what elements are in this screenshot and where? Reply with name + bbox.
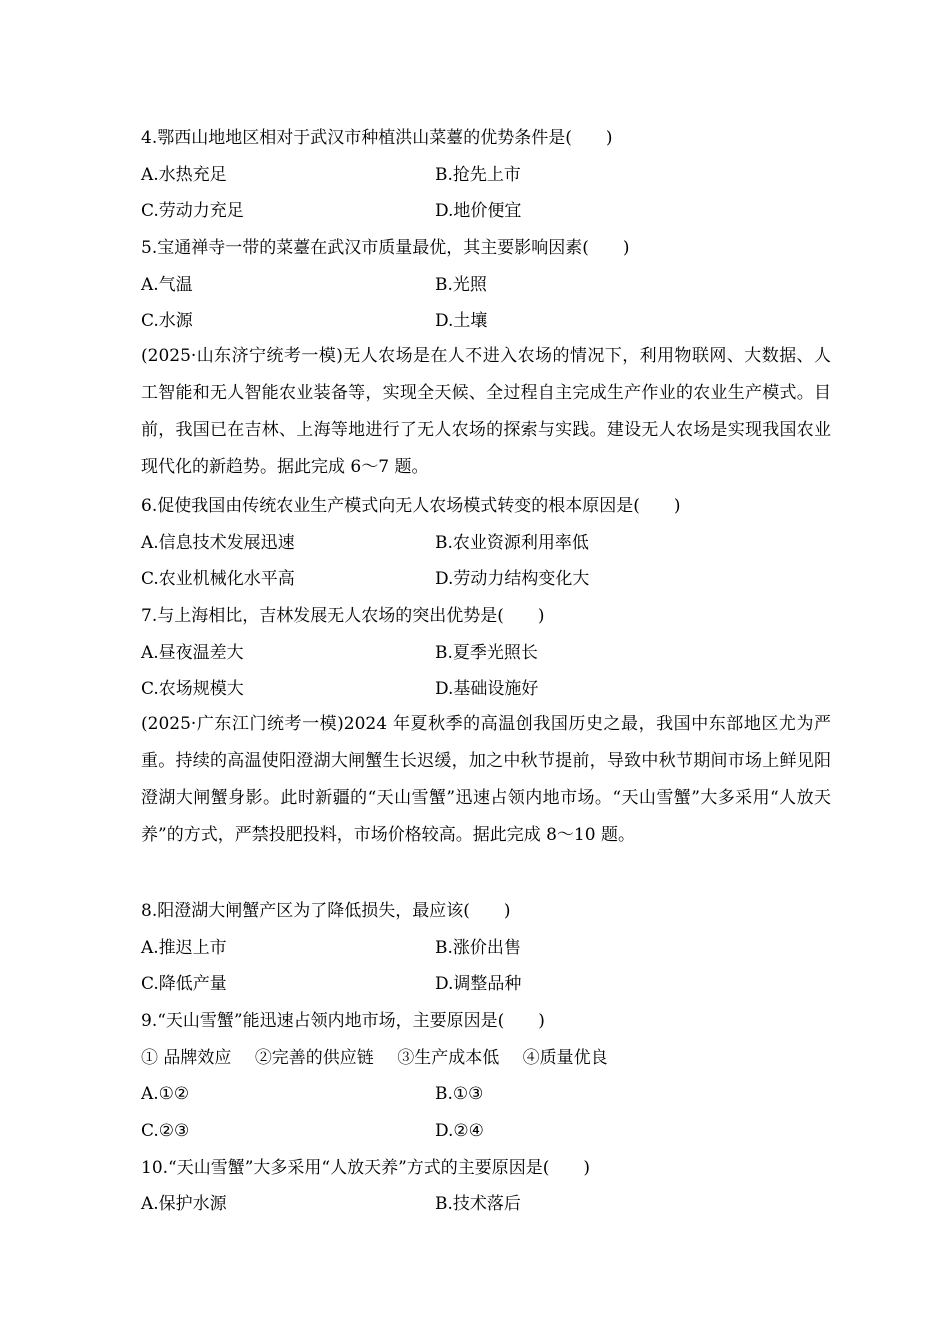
question-5-options-row-1 xyxy=(141,273,831,297)
option-d: D.基础设施好 xyxy=(435,679,539,699)
question-9-stem: 9.“天山雪蟹”能迅速占领内地市场，主要原因是( ) xyxy=(141,1011,545,1031)
option-c: C.降低产量 xyxy=(141,974,227,994)
question-9-options-row-2 xyxy=(141,1119,831,1143)
item-4: ④质量优良 xyxy=(522,1048,608,1068)
option-a: A.气温 xyxy=(141,275,193,295)
option-b: B.技术落后 xyxy=(435,1194,521,1214)
option-b: B.抢先上市 xyxy=(435,165,521,185)
question-8-options-row-1 xyxy=(141,936,831,960)
question-4-stem: 4.鄂西山地地区相对于武汉市种植洪山菜薹的优势条件是( ) xyxy=(141,128,613,148)
question-7-options-row-2 xyxy=(141,677,831,701)
option-c: C.农业机械化水平高 xyxy=(141,569,295,589)
question-10-stem: 10.“天山雪蟹”大多采用“人放天养”方式的主要原因是( ) xyxy=(141,1158,591,1178)
option-c: C.②③ xyxy=(141,1121,190,1141)
question-9-items xyxy=(141,1046,626,1070)
option-d: D.劳动力结构变化大 xyxy=(435,569,590,589)
option-a: A.推迟上市 xyxy=(141,938,227,958)
material-passage-2: (2025·广东江门统考一模)2024 年夏秋季的高温创我国历史之最，我国中东部地区尤为严重。持续的高温使阳澄湖大闸蟹生长迟缓，加之中秋节提前，导致中秋节期间市场上鲜见阳澄湖大闸蟹身影。此时新疆的“天山雪蟹”迅速占领内地市场。“天山雪蟹”大多采用“人放天养”的方式，严禁投肥投料，市场价格较高。据此完成 8～10 题。 xyxy=(141,714,831,845)
option-a: A.信息技术发展迅速 xyxy=(141,533,295,553)
option-c: C.农场规模大 xyxy=(141,679,244,699)
question-4-options-row-1 xyxy=(141,163,831,187)
option-c: C.劳动力充足 xyxy=(141,201,244,221)
option-b: B.光照 xyxy=(435,275,487,295)
question-6-options-row-2 xyxy=(141,567,831,591)
question-9-options-row-1 xyxy=(141,1082,831,1106)
question-5-stem: 5.宝通禅寺一带的菜薹在武汉市质量最优，其主要影响因素( ) xyxy=(141,238,630,258)
option-d: D.②④ xyxy=(435,1121,484,1141)
material-passage-1: (2025·山东济宁统考一模)无人农场是在人不进入农场的情况下，利用物联网、大数据、人工智能和无人智能农业装备等，实现全天候、全过程自主完成生产作业的农业生产模式。目前，我国已在吉林、上海等地进行了无人农场的探索与实践。建设无人农场是实现我国农业现代化的新趋势。据此完成 6～7 题。 xyxy=(141,346,831,477)
question-8-stem: 8.阳澄湖大闸蟹产区为了降低损失，最应该( ) xyxy=(141,901,511,921)
option-a: A.①② xyxy=(141,1084,190,1104)
question-6-stem: 6.促使我国由传统农业生产模式向无人农场模式转变的根本原因是( ) xyxy=(141,496,681,516)
item-1: ① 品牌效应 xyxy=(141,1048,232,1068)
question-8-options-row-2 xyxy=(141,972,831,996)
question-4-options-row-2 xyxy=(141,199,831,223)
item-2: ②完善的供应链 xyxy=(254,1048,374,1068)
item-3: ③生产成本低 xyxy=(397,1048,500,1068)
option-d: D.土壤 xyxy=(435,311,488,331)
option-b: B.涨价出售 xyxy=(435,938,521,958)
option-b: B.①③ xyxy=(435,1084,484,1104)
question-5-options-row-2 xyxy=(141,309,831,333)
option-d: D.调整品种 xyxy=(435,974,522,994)
option-d: D.地价便宜 xyxy=(435,201,522,221)
option-a: A.水热充足 xyxy=(141,165,227,185)
option-c: C.水源 xyxy=(141,311,193,331)
question-10-options-row-1 xyxy=(141,1192,831,1216)
option-a: A.保护水源 xyxy=(141,1194,227,1214)
option-b: B.夏季光照长 xyxy=(435,643,538,663)
option-a: A.昼夜温差大 xyxy=(141,643,244,663)
question-6-options-row-1 xyxy=(141,531,831,555)
option-b: B.农业资源利用率低 xyxy=(435,533,589,553)
question-7-stem: 7.与上海相比，吉林发展无人农场的突出优势是( ) xyxy=(141,606,545,626)
question-7-options-row-1 xyxy=(141,641,831,665)
